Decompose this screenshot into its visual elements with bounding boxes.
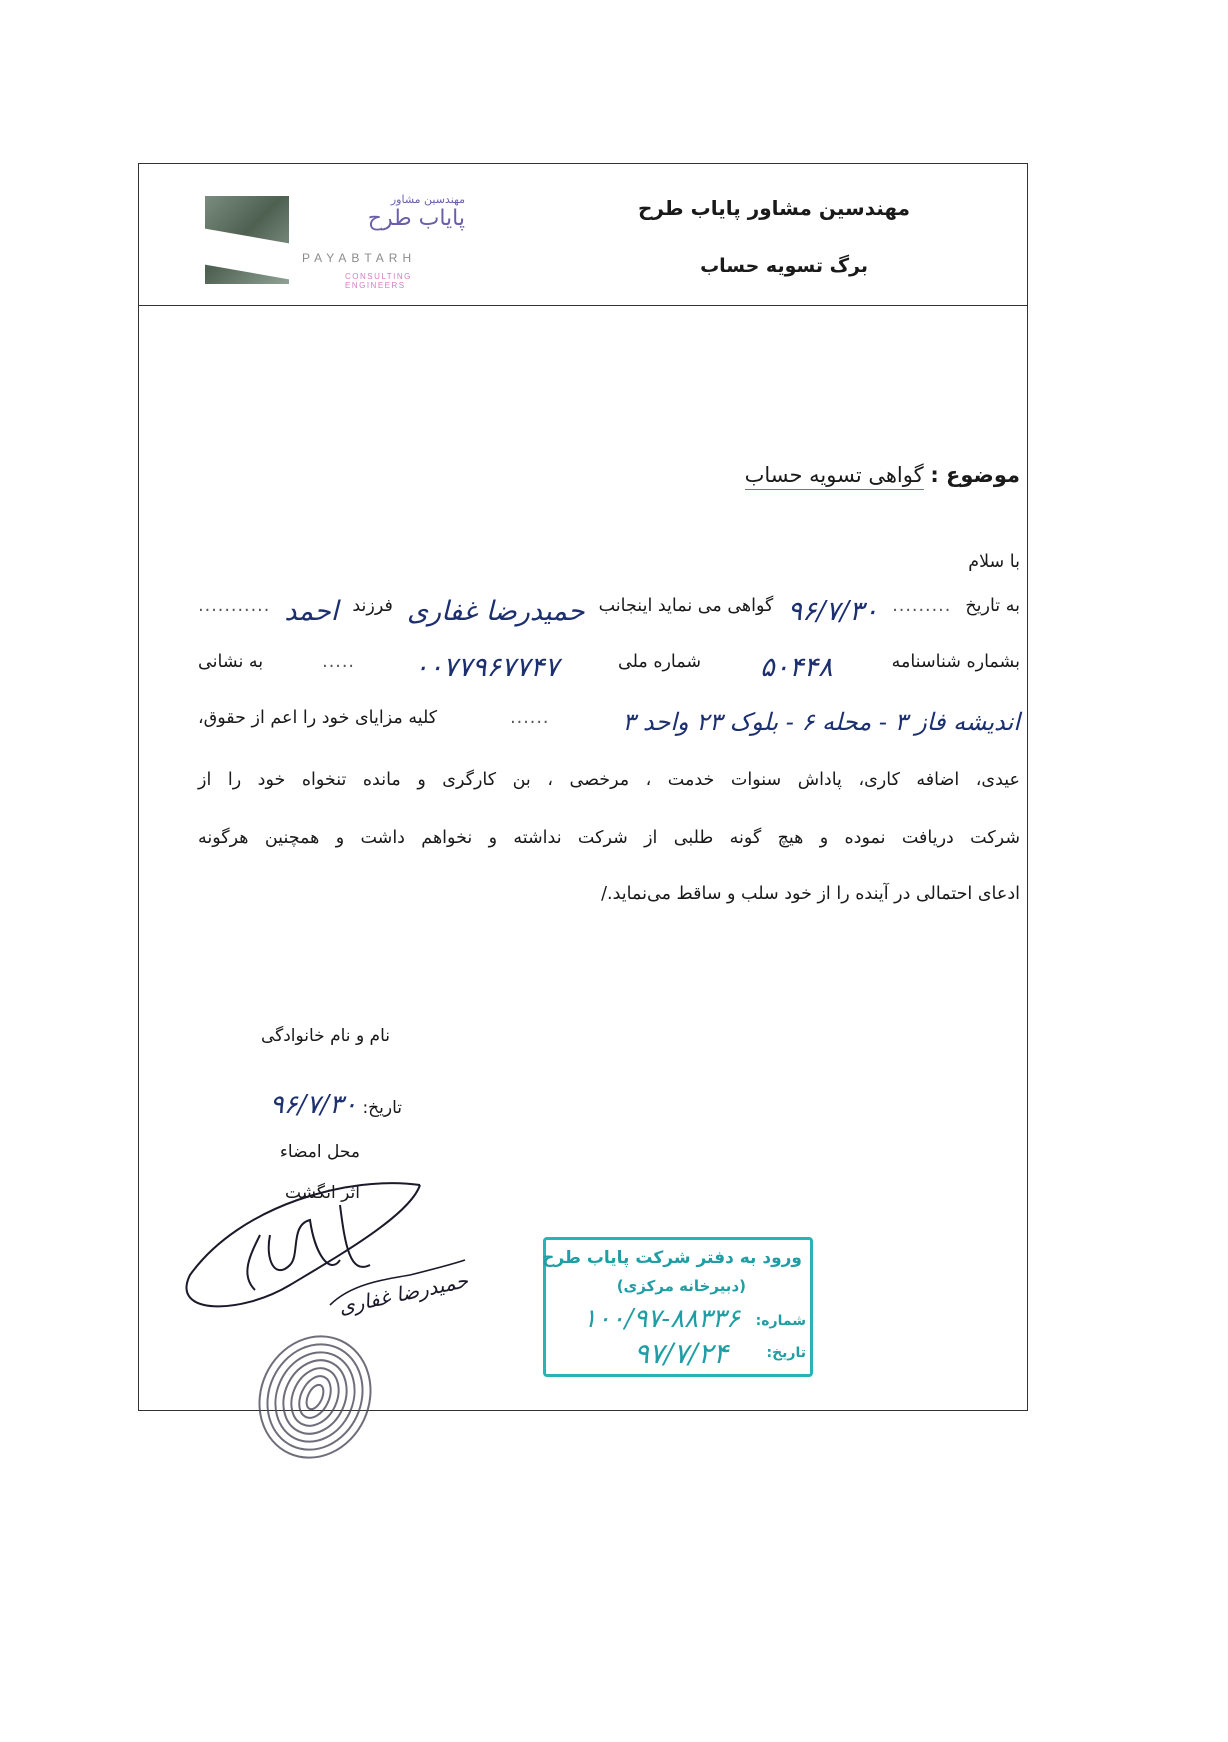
line3-address: اندیشه فاز ۳ - محله ۶ - بلوک ۲۳ واحد ۳: [622, 708, 1020, 736]
line1-text-a: گواهی می نماید اینجانب: [598, 596, 774, 616]
line1-dots-end: ...........: [198, 596, 271, 616]
sign-place-label: محل امضاء: [279, 1142, 360, 1162]
line1-name: حمیدرضا غفاری: [406, 596, 585, 627]
form-title: برگ تسویه حساب: [700, 255, 868, 277]
stamp-subtitle: (دبیرخانه مرکزی): [616, 1277, 746, 1295]
subject-line: [745, 463, 1020, 487]
body-line-3: [198, 708, 1020, 736]
line1-father: احمد: [284, 596, 339, 627]
sign-date-label: تاریخ:: [362, 1098, 402, 1118]
line1-text-b: فرزند: [352, 596, 393, 616]
body-line-6: ادعای احتمالی در آینده را از خود سلب و ساقط می‌نماید./: [601, 884, 1020, 904]
line1-date: ۹۶/۷/۳۰: [787, 596, 879, 627]
sign-date-value: ۹۶/۷/۳۰: [269, 1090, 358, 1120]
line2-text-a: شماره ملی: [618, 652, 702, 672]
subject-label: موضوع :: [930, 463, 1020, 487]
logo-fa-line1: مهندسین مشاور: [390, 193, 465, 206]
registry-stamp: [543, 1237, 813, 1377]
sign-date-row: [270, 1090, 402, 1120]
logo-persian-text: [345, 193, 465, 245]
fingerprint-mark: [250, 1325, 380, 1465]
subject-value: گواهی تسویه حساب: [745, 463, 924, 490]
greeting: با سلام: [968, 552, 1020, 572]
line2-prefix: بشماره شناسنامه: [891, 652, 1020, 672]
line3-dots: ......: [510, 708, 550, 728]
handwritten-name: حمیدرضا غفاری: [336, 1268, 471, 1319]
line1-prefix: به تاریخ: [965, 596, 1020, 616]
header-divider: [138, 305, 1028, 306]
line2-id-number: ۵۰۴۴۸: [760, 652, 833, 683]
logo-english-sub: CONSULTING ENGINEERS: [345, 272, 412, 290]
line2-national-id: ۰۰۷۷۹۶۷۷۴۷: [413, 652, 559, 683]
body-line-2: [198, 652, 1020, 683]
company-name: مهندسین مشاور پایاب طرح: [637, 196, 910, 220]
company-logo: [205, 193, 465, 288]
stamp-title: ورود به دفتر شرکت پایاب طرح: [542, 1248, 802, 1268]
line2-text-b: به نشانی: [198, 652, 264, 672]
stamp-number-value: ۱۰۰/۹۷-۸۸۳۳۶: [582, 1304, 740, 1334]
body-line-4: عیدی، اضافه کاری، پاداش سنوات خدمت ، مرخصی ، بن کارگری و مانده تنخواه خود را از: [198, 770, 1020, 790]
name-label: نام و نام خانوادگی: [260, 1026, 390, 1046]
handwritten-signature: [180, 1165, 480, 1335]
body-line-5: شرکت دریافت نموده و هیچ گونه طلبی از شرکت نداشته و نخواهم داشت و همچنین هرگونه: [198, 828, 1020, 848]
line1-dots: .........: [892, 596, 952, 616]
logo-fa-line2: پایاب طرح: [367, 206, 465, 231]
line2-dots: .....: [322, 652, 355, 672]
logo-english-name: PAYABTARH: [302, 251, 417, 265]
stamp-date-label: تاریخ:: [766, 1345, 806, 1361]
line3-text: کلیه مزایای خود را اعم از حقوق،: [198, 708, 438, 728]
stamp-number-label: شماره:: [755, 1313, 806, 1329]
fingerprint-label: اثر انگشت: [285, 1183, 360, 1203]
body-line-1: [198, 596, 1020, 627]
stamp-date-value: ۹۷/۷/۲۴: [633, 1337, 728, 1370]
